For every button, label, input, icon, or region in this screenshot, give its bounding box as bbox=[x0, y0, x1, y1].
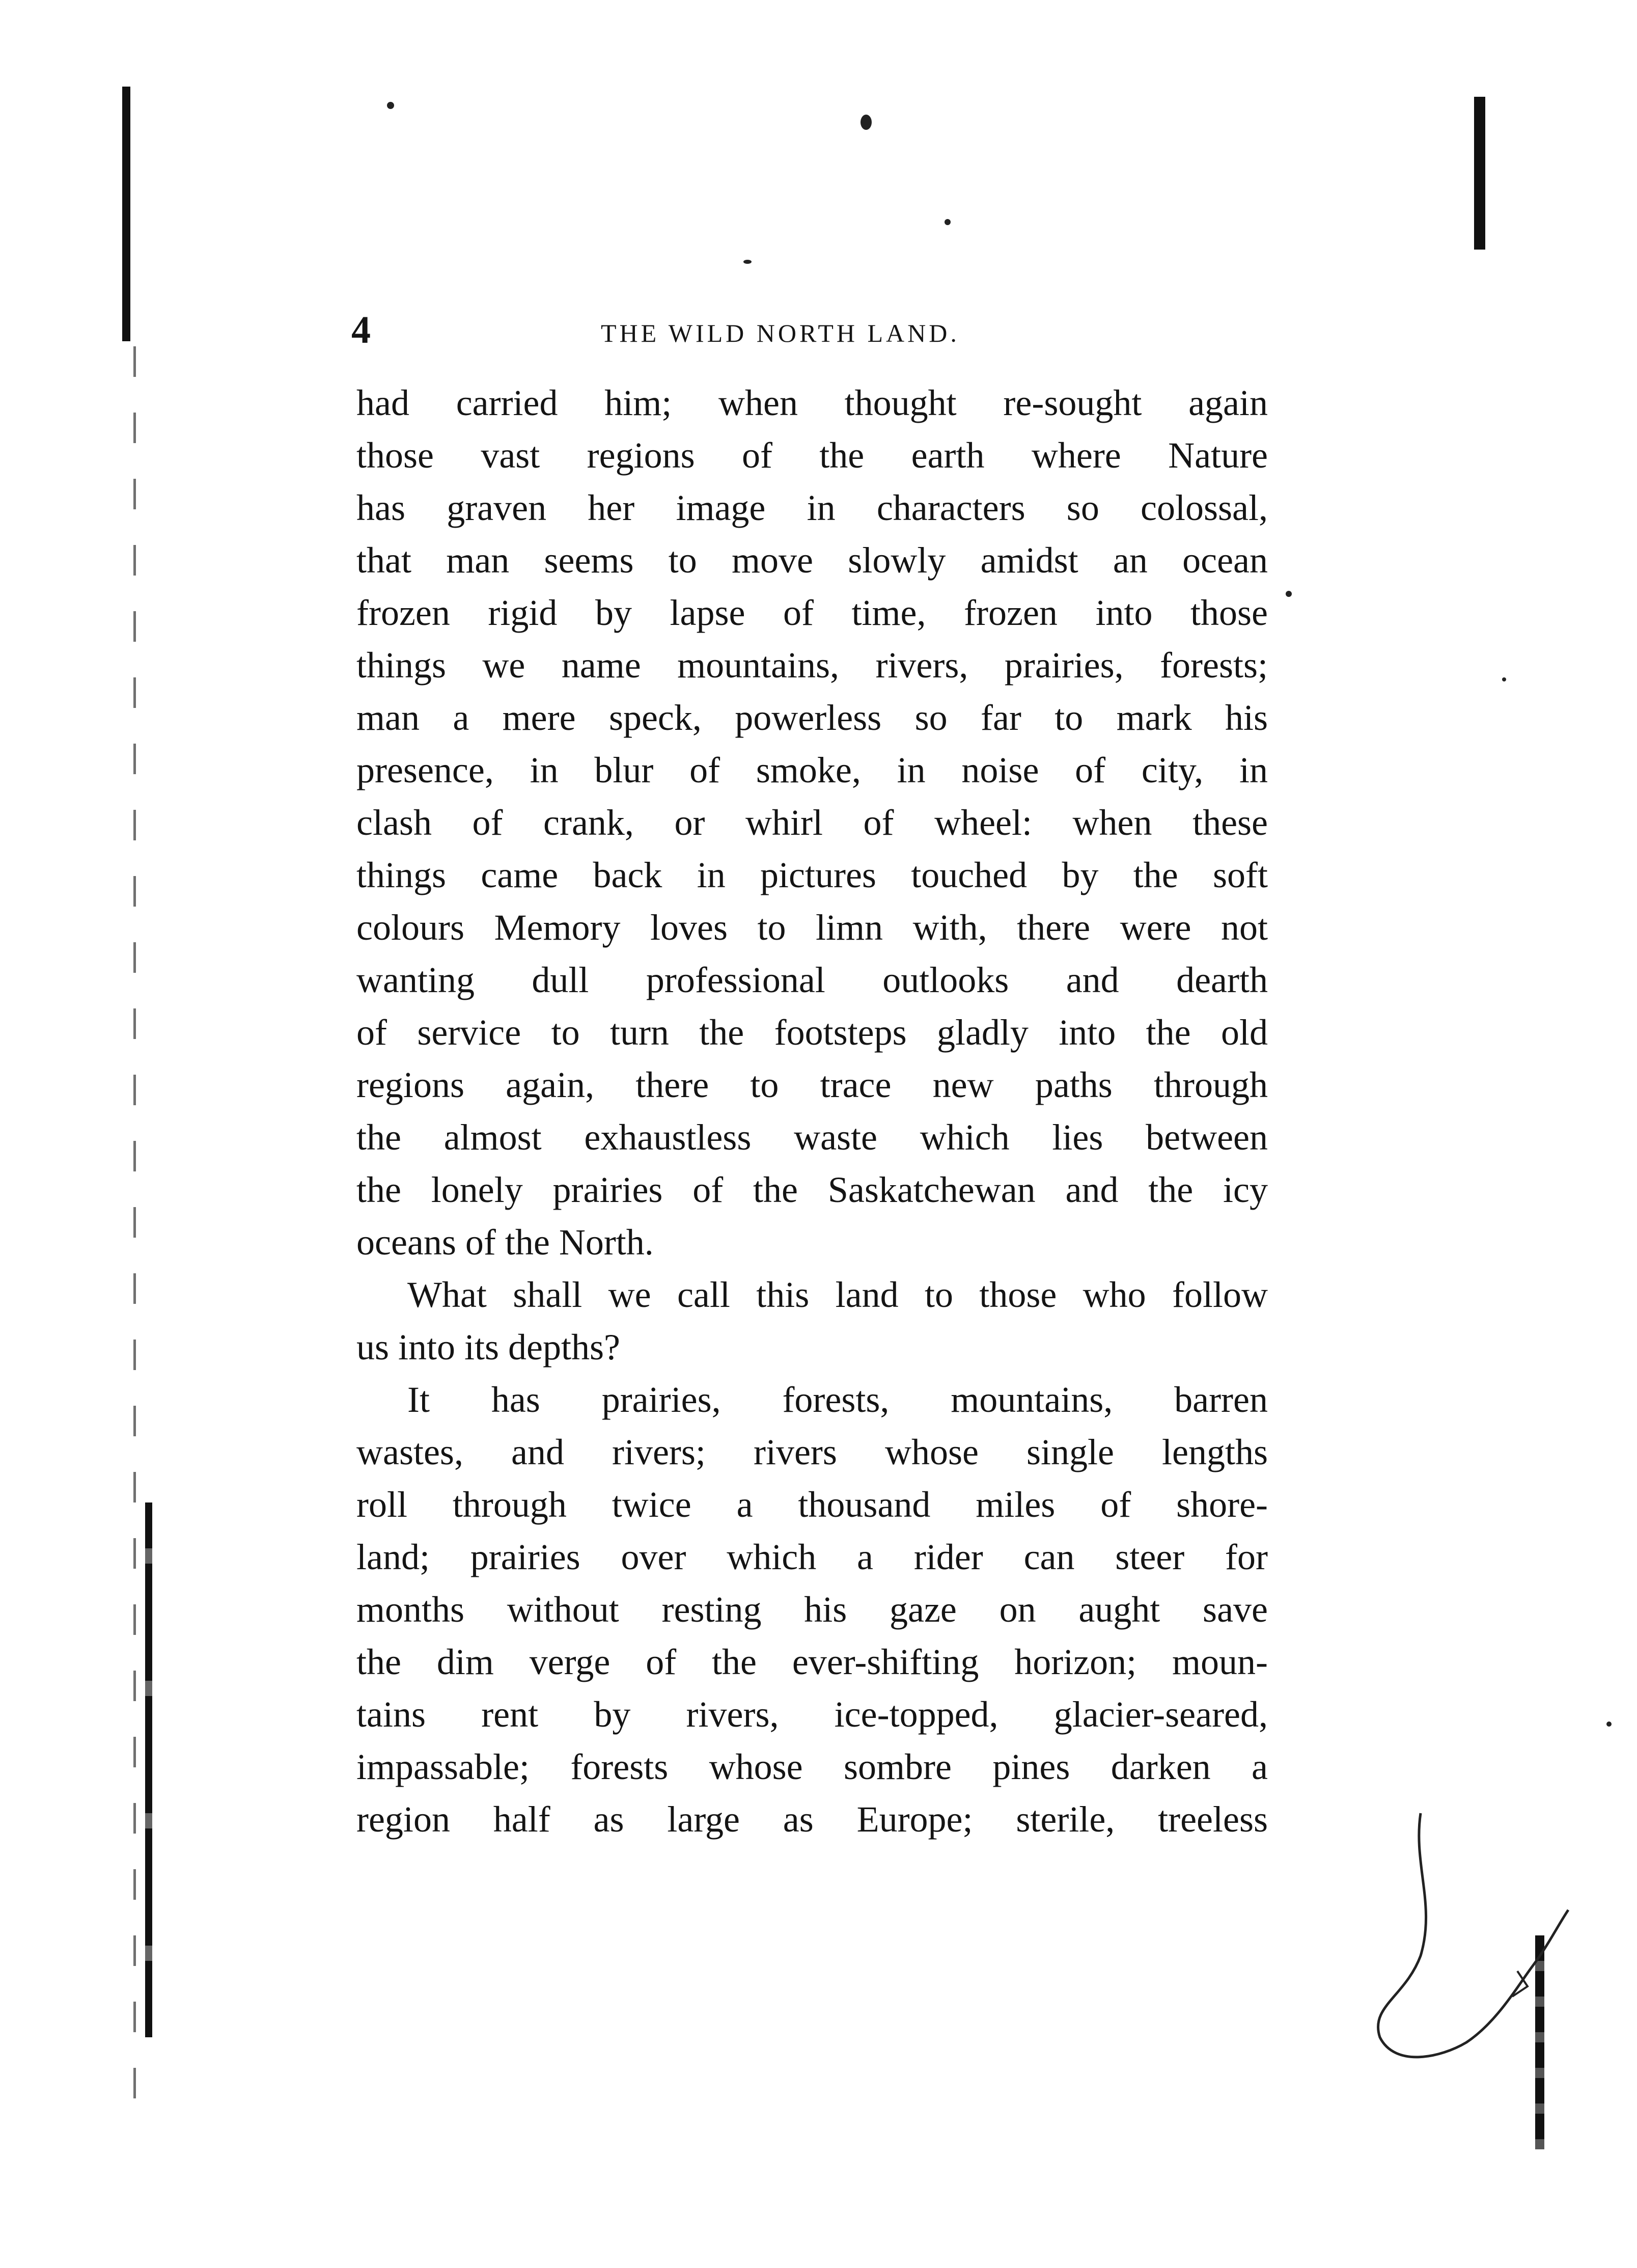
scan-speck bbox=[1286, 591, 1292, 597]
text-line: presence, in blur of smoke, in noise of city, in bbox=[356, 750, 1268, 790]
scan-edge-mark bbox=[122, 87, 130, 341]
text-line: frozen rigid by lapse of time, frozen into those bbox=[356, 592, 1268, 633]
text-line: tains rent by rivers, ice-topped, glacier-seared, bbox=[356, 1694, 1268, 1735]
body-text bbox=[356, 377, 1268, 1846]
scan-speck bbox=[1502, 677, 1506, 681]
scan-edge-mark bbox=[133, 346, 136, 2103]
scan-edge-mark bbox=[1474, 97, 1485, 250]
running-head: THE WILD NORTH LAND. bbox=[601, 319, 960, 347]
scan-speck bbox=[1606, 1722, 1612, 1727]
text-line: things came back in pictures touched by the soft bbox=[356, 855, 1268, 895]
text-line: region half as large as Europe; sterile, treeless bbox=[356, 1799, 1268, 1840]
text-line: oceans of the North. bbox=[356, 1222, 654, 1263]
text-line: us into its depths? bbox=[356, 1327, 620, 1368]
text-line: things we name mountains, rivers, prairies, forests; bbox=[356, 645, 1268, 686]
text-line: man a mere speck, powerless so far to mark his bbox=[356, 697, 1268, 738]
text-line: has graven her image in characters so colossal, bbox=[356, 487, 1268, 528]
text-line: land; prairies over which a rider can steer for bbox=[356, 1537, 1268, 1577]
handwritten-scrawl bbox=[1365, 1803, 1609, 2068]
text-line: regions again, there to trace new paths through bbox=[356, 1064, 1268, 1105]
text-line: the dim verge of the ever-shifting horizon; moun- bbox=[356, 1642, 1268, 1682]
text-line: impassable; forests whose sombre pines darken a bbox=[356, 1746, 1268, 1787]
text-line: that man seems to move slowly amidst an ocean bbox=[356, 540, 1268, 581]
text-line: the lonely prairies of the Saskatchewan and the icy bbox=[356, 1169, 1268, 1210]
text-line: What shall we call this land to those who follow bbox=[407, 1274, 1268, 1315]
text-line: It has prairies, forests, mountains, barren bbox=[407, 1379, 1268, 1420]
scan-edge-mark bbox=[145, 1502, 152, 2037]
scan-speck bbox=[387, 102, 394, 109]
text-line: of service to turn the footsteps gladly into the old bbox=[356, 1012, 1268, 1053]
text-line: clash of crank, or whirl of wheel: when these bbox=[356, 802, 1268, 843]
text-line: had carried him; when thought re-sought again bbox=[356, 382, 1268, 423]
scan-speck bbox=[743, 260, 752, 264]
text-line: roll through twice a thousand miles of shore- bbox=[356, 1484, 1268, 1525]
scan-speck bbox=[945, 219, 951, 225]
page-header bbox=[351, 309, 1268, 351]
scan-speck bbox=[861, 115, 872, 130]
text-line: wastes, and rivers; rivers whose single lengths bbox=[356, 1432, 1268, 1472]
text-line: colours Memory loves to limn with, there were not bbox=[356, 907, 1268, 948]
text-line: the almost exhaustless waste which lies between bbox=[356, 1117, 1268, 1158]
text-line: wanting dull professional outlooks and dearth bbox=[356, 960, 1268, 1000]
text-line: those vast regions of the earth where Nature bbox=[356, 435, 1268, 476]
page-number: 4 bbox=[351, 309, 371, 351]
text-line: months without resting his gaze on aught save bbox=[356, 1589, 1268, 1630]
